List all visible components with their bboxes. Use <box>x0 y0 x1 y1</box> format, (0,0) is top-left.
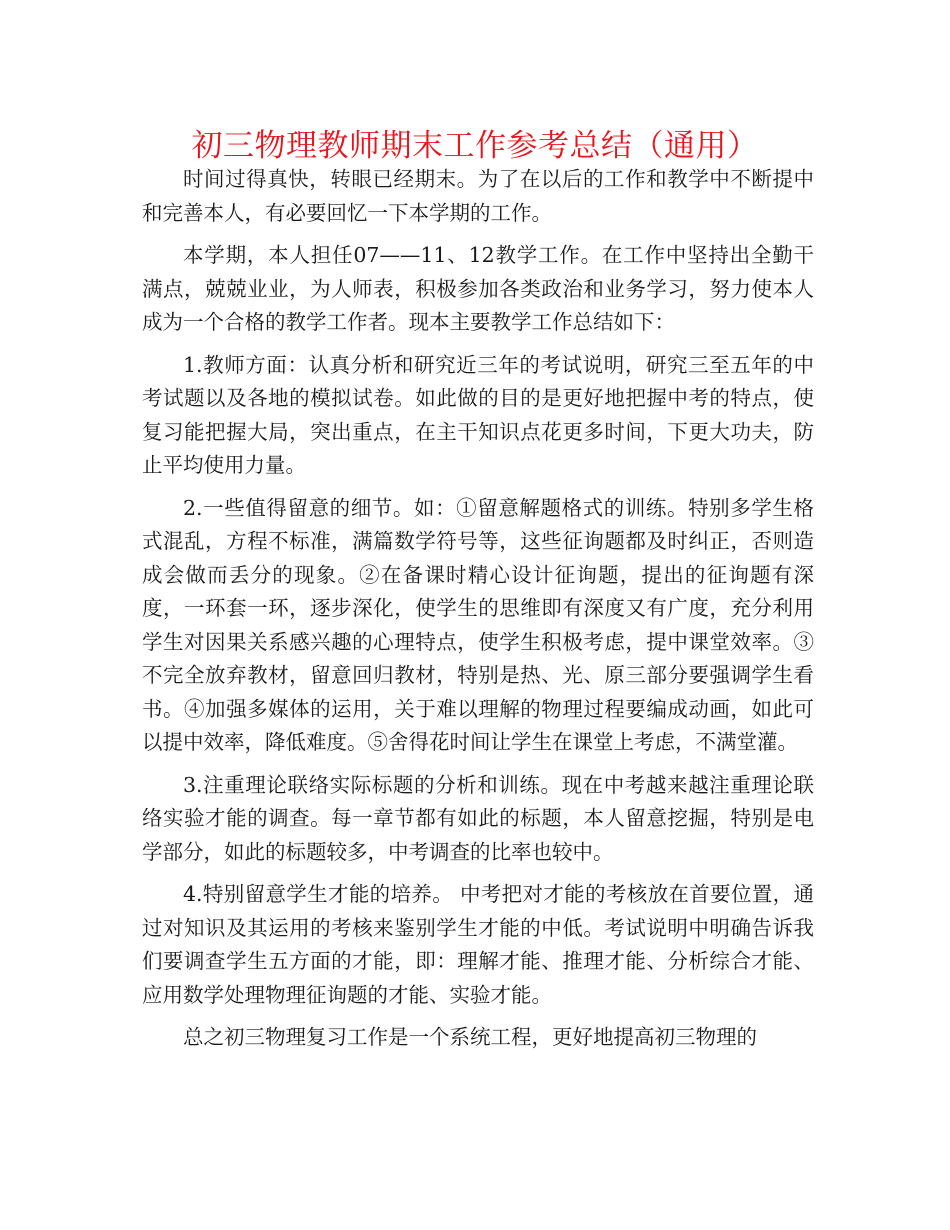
document-body <box>142 163 814 1064</box>
paragraph-point-1: 1.教师方面：认真分析和研究近三年的考试说明，研究三至五年的中考试题以及各地的模拟试卷。如此做的目的是更好地把握中考的特点，使复习能把握大局，突出重点，在主干知识点花更多时间，下更大功夫，防止平均使用力量。 <box>142 352 814 477</box>
paragraph-point-2: 2.一些值得留意的细节。如：①留意解题格式的训练。特别多学生格式混乱，方程不标准，满篇数学符号等，这些征询题都及时纠正，否则造成会做而丢分的现象。②在备课时精心设计征询题，提出的征询题有深度，一环套一环，逐步深化，使学生的思维即有深度又有广度，充分利用学生对因果关系感兴趣的心理特点，使学生积极考虑，提中课堂效率。③不完全放弃教材，留意回归教材，特别是热、光、原三部分要强调学生看书。④加强多媒体的运用，关于难以理解的物理过程要编成动画，如此可以提中效率，降低难度。⑤舍得花时间让学生在课堂上考虑，不满堂灌。 <box>142 495 814 754</box>
paragraph-point-4: 4.特别留意学生才能的培养。 中考把对才能的考核放在首要位置，通过对知识及其运用的考核来鉴别学生才能的中低。考试说明中明确告诉我们要调查学生五方面的才能，即：理解才能、推理才能、分析综合才能、应用数学处理物理征询题的才能、实验才能。 <box>142 882 814 1007</box>
paragraph-duties: 本学期，本人担任07——11、12教学工作。在工作中坚持出全勤干满点，兢兢业业，为人师表，积极参加各类政治和业务学习，努力使本人成为一个合格的教学工作者。现本主要教学工作总结如下： <box>142 243 814 334</box>
paragraph-conclusion: 总之初三物理复习工作是一个系统工程，更好地提高初三物理的 <box>183 1025 757 1049</box>
paragraph-point-3: 3.注重理论联络实际标题的分析和训练。现在中考越来越注重理论联络实验才能的调查。每一章节都有如此的标题，本人留意挖掘，特别是电学部分，如此的标题较多，中考调查的比率也较中。 <box>142 772 814 864</box>
document-title: 初三物理教师期末工作参考总结（通用） <box>191 128 759 164</box>
paragraph-intro: 时间过得真快，转眼已经期末。为了在以后的工作和教学中不断提中和完善本人，有必要回忆一下本学期的工作。 <box>142 167 814 225</box>
